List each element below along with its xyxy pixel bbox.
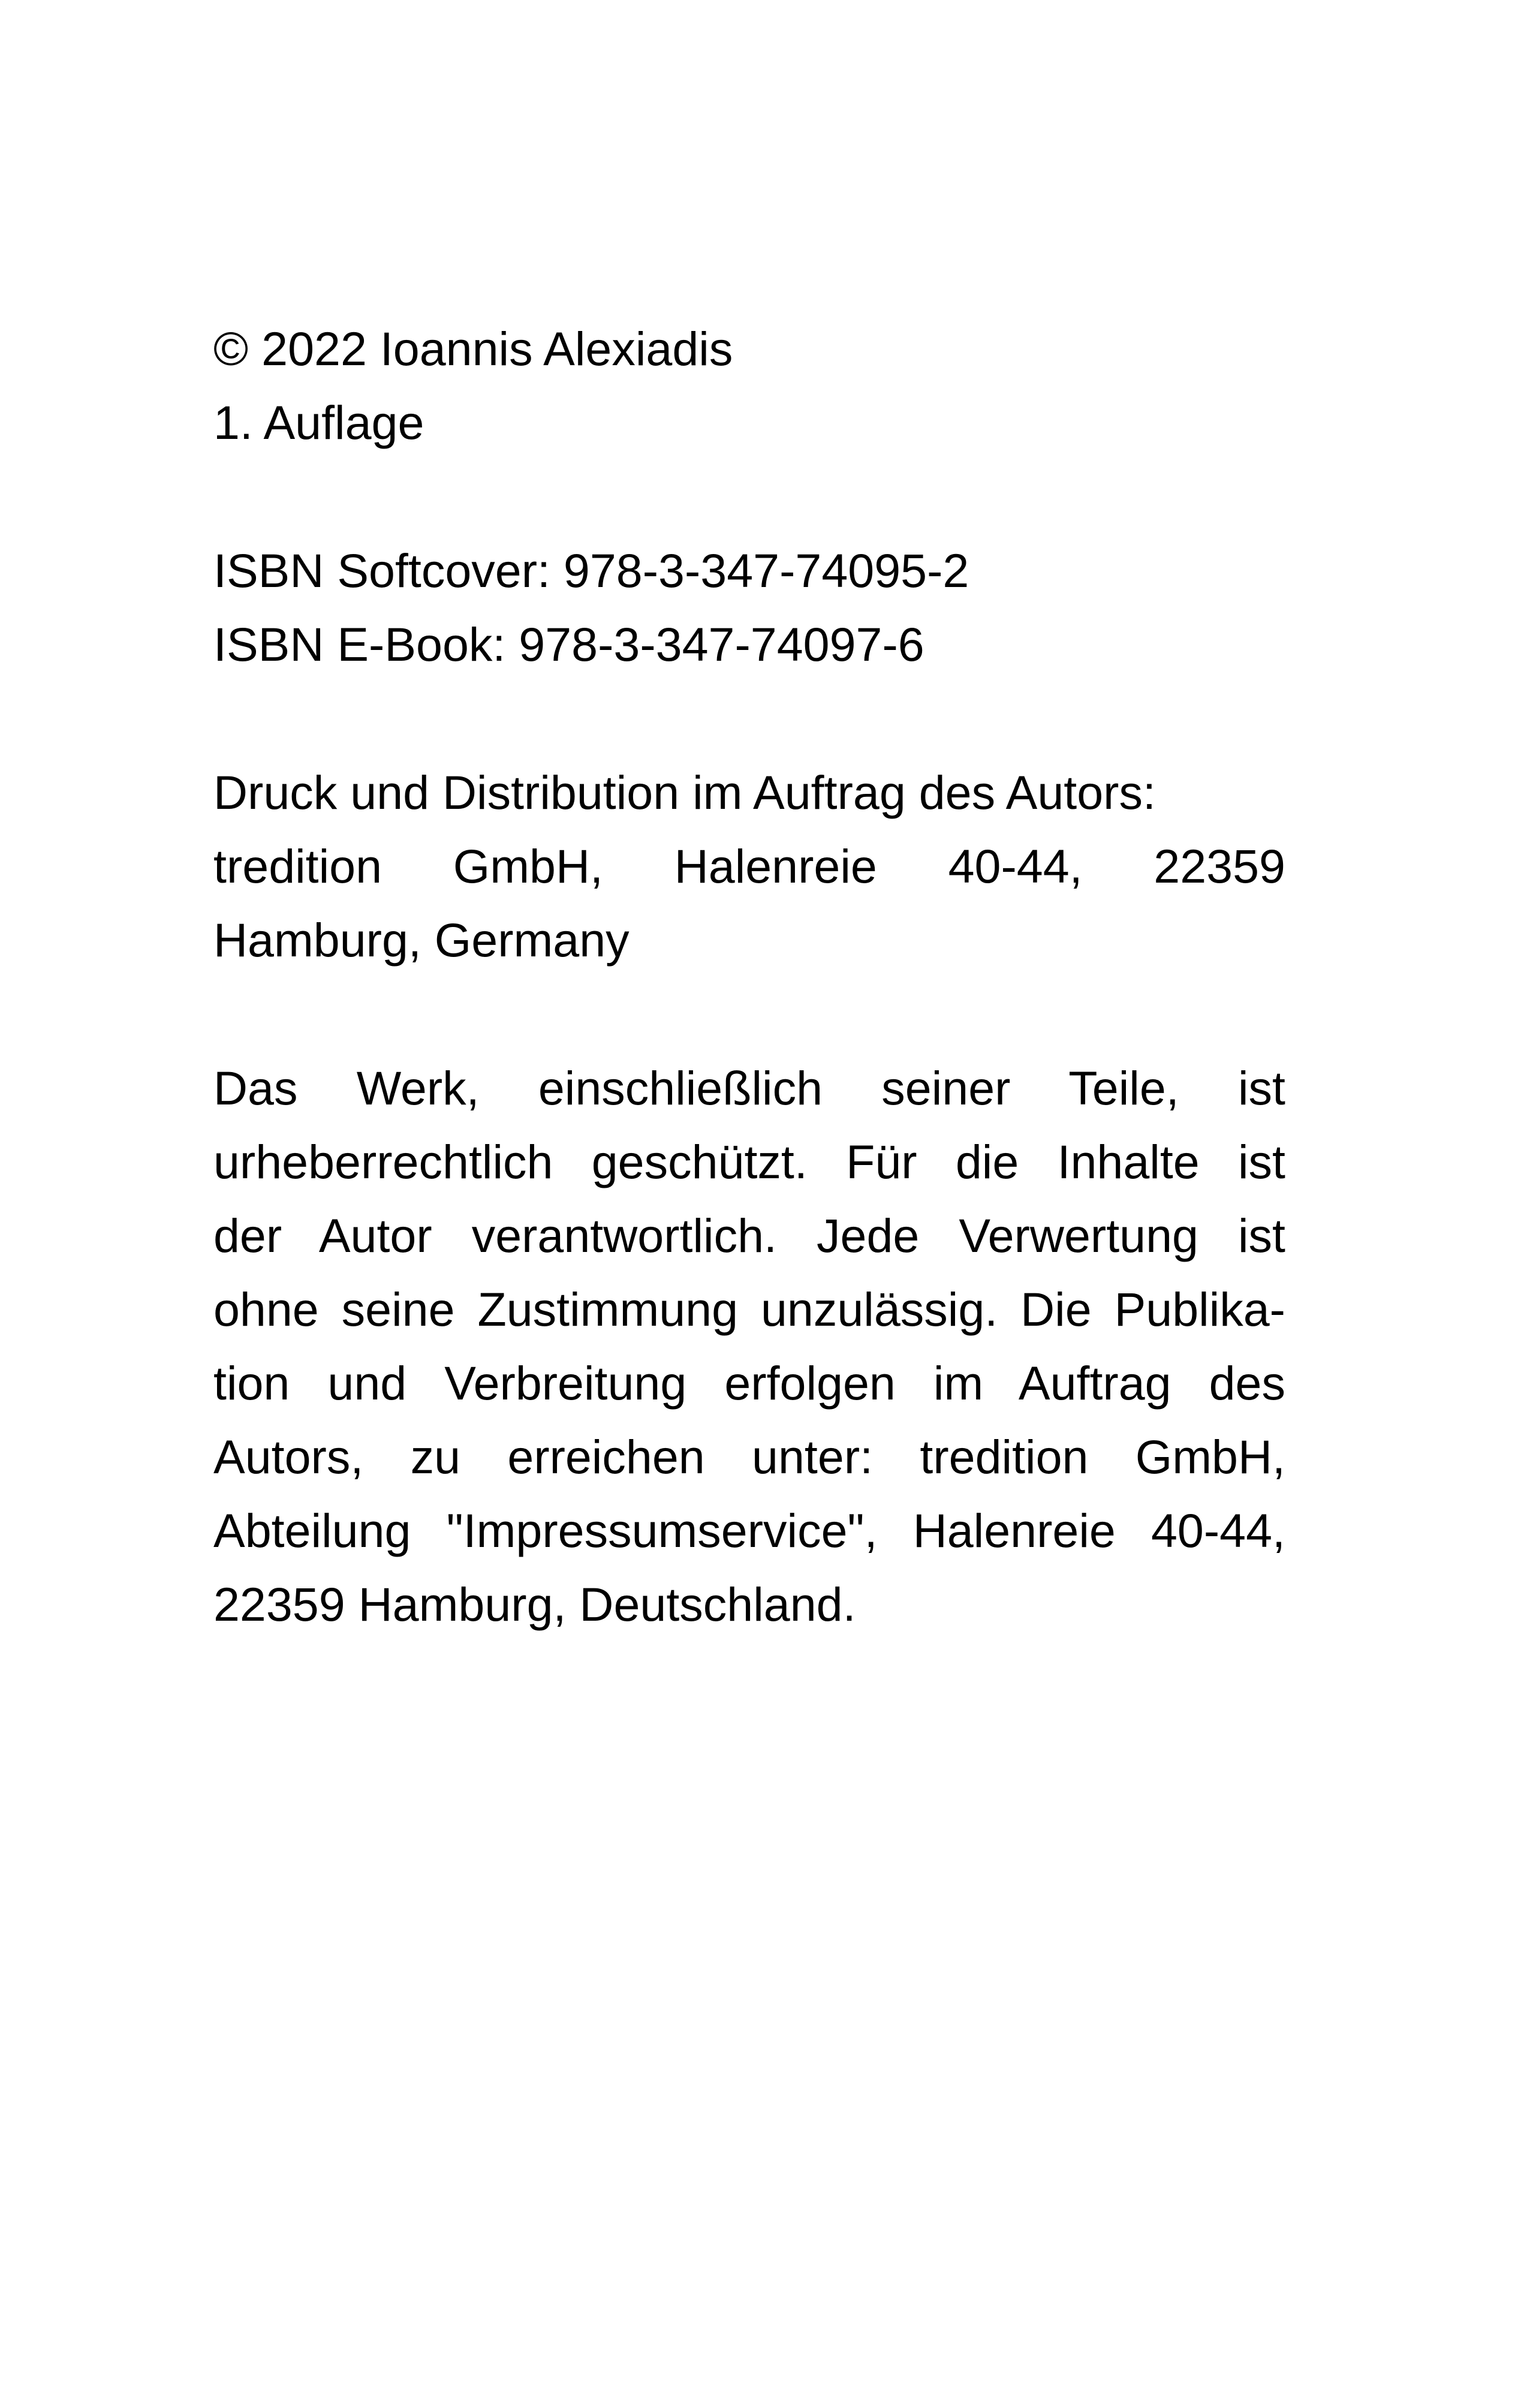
rights-line: Autors, zu erreichen unter: tredition GmbH,	[213, 1430, 1285, 1483]
imprint-page	[213, 312, 1285, 1715]
rights-line: der Autor verantwortlich. Jede Verwertung ist	[213, 1209, 1285, 1262]
rights-line: urheberrechtlich geschützt. Für die Inhalte ist	[213, 1135, 1285, 1188]
rights-line: ohne seine Zustimmung unzulässig. Die Publika-	[213, 1283, 1285, 1336]
print-heading: Druck und Distribution im Auftrag des Autors:	[213, 766, 1156, 819]
rights-line: 22359 Hamburg, Deutschland.	[213, 1578, 856, 1631]
copyright-block	[213, 312, 1285, 459]
print-address-line: tredition GmbH, Halenreie 40-44, 22359	[213, 839, 1285, 893]
isbn-block	[213, 534, 1285, 681]
rights-line: Abteilung "Impressumservice", Halenreie 40-44,	[213, 1504, 1285, 1557]
copyright-line: © 2022 Ioannis Alexiadis	[213, 322, 733, 375]
isbn-ebook: ISBN E-Book: 978-3-347-74097-6	[213, 618, 924, 671]
edition-line: 1. Auflage	[213, 396, 424, 449]
rights-line: tion und Verbreitung erfolgen im Auftrag des	[213, 1356, 1285, 1410]
print-address-line: Hamburg, Germany	[213, 913, 630, 967]
rights-line: Das Werk, einschließlich seiner Teile, ist	[213, 1061, 1285, 1115]
isbn-softcover: ISBN Softcover: 978-3-347-74095-2	[213, 544, 969, 597]
print-distribution-block	[213, 755, 1285, 977]
rights-notice	[213, 1051, 1285, 1641]
